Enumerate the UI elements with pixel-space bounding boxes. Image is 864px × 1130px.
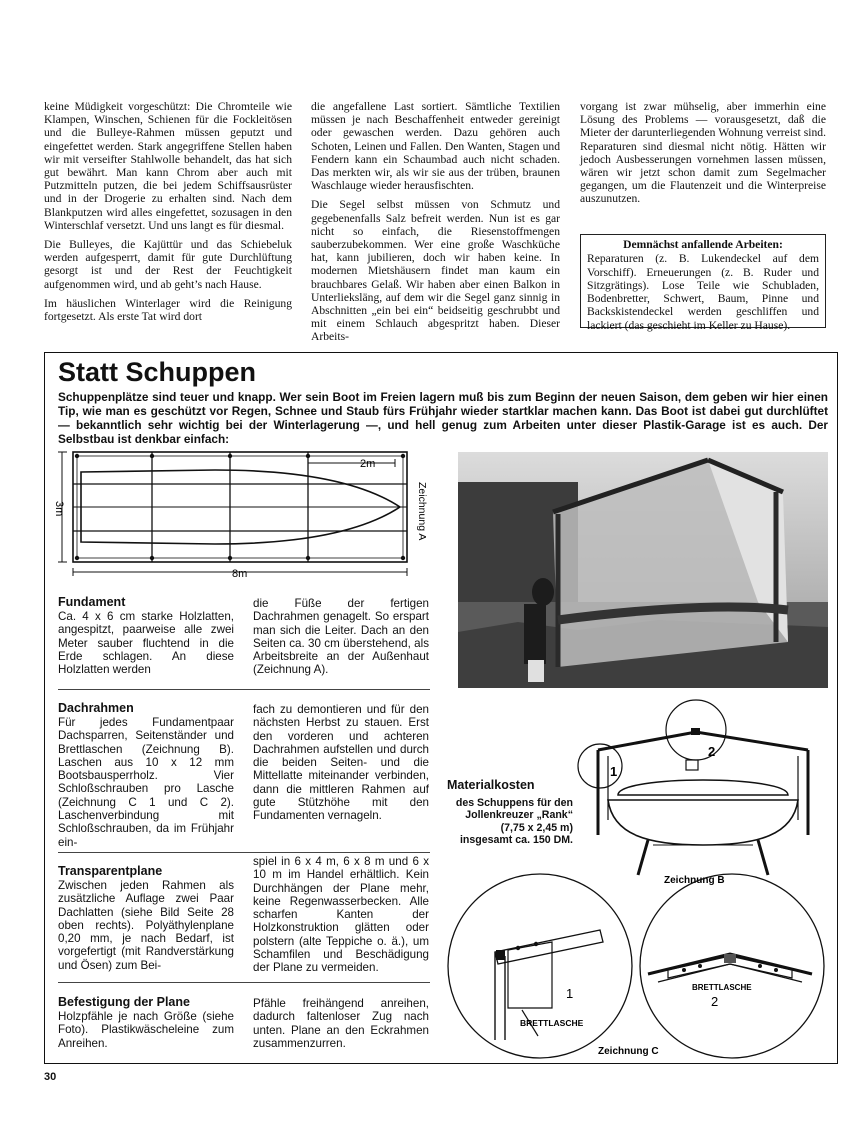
upcoming-tasks-box bbox=[580, 234, 826, 332]
section-heading-dachrahmen: Dachrahmen bbox=[58, 701, 134, 715]
section-divider bbox=[58, 852, 430, 853]
dim-spacing-label: 2m bbox=[360, 458, 376, 470]
shelter-photo-image bbox=[458, 452, 828, 688]
paragraph: Die Segel selbst müssen von Schmutz und gegebenenfalls Salz befreit werden. Nun ist es gar nicht so einfach, die Riesenstoffmengen sauberzubekommen. Wer eine große Waschküche hat, kann jubilieren, doch wir haben keine. In modernen Mietshäusern findet man kaum ein brauchbares Gelaß. Wir haben aber einen Balkon in Unterlieksläng, auf dem wir die Segel ganz sinnig in Abschnitten „ein bei ein“ beidseitig geschrubbt und mit einem Schlauch abgespritzt haben. Dieser Arbeits- bbox=[311, 198, 560, 344]
article-column-3 bbox=[580, 100, 826, 212]
section-heading-transparentplane: Transparentplane bbox=[58, 864, 163, 878]
drawing-c-part-2: BRETTLASCHE bbox=[692, 983, 752, 992]
paragraph: Im häuslichen Winterlager wird die Reinigung fortgesetzt. Als erste Tat wird dort bbox=[44, 296, 292, 324]
drawing-c bbox=[440, 890, 832, 1062]
article-column-1 bbox=[44, 100, 292, 329]
article-column-2 bbox=[311, 100, 560, 350]
section-text-fundament-left: Ca. 4 x 6 cm starke Holzlatten, angespitzt, paarweise alle zwei Meter sauber fluchtend in die Erde schlagen. An diese Holzlatten werden bbox=[58, 610, 234, 677]
page-number: 30 bbox=[44, 1071, 57, 1083]
section-heading-fundament: Fundament bbox=[58, 595, 126, 609]
dim-length-label: 8m bbox=[232, 568, 248, 580]
drawing-a bbox=[55, 444, 440, 579]
section-heading-befestigung: Befestigung der Plane bbox=[58, 995, 190, 1009]
drawing-b-label: Zeichnung B bbox=[664, 875, 725, 886]
drawing-c-mark-2: 2 bbox=[711, 994, 719, 1009]
section-text-transparentplane-left: Zwischen jeden Rahmen als zusätzliche Auflage zwei Paar Dachlatten (siehe Bild Seite 28 oben rechts). Polyäthylenplane 0,20 mm, je nach Bedarf, ist vorgefertigt (mit Randverstärkung und Ösen) zum Bei- bbox=[58, 879, 234, 972]
feature-title: Statt Schuppen bbox=[58, 357, 257, 387]
drawing-b-mark-1: 1 bbox=[610, 764, 618, 779]
drawing-b bbox=[578, 700, 830, 890]
paragraph: keine Müdigkeit vorgeschützt: Die Chromteile wie Klampen, Winschen, Schienen für die Fockleitösen und die Bulleye-Rahmen müssen geputzt und eingefettet werden. Stark angegriffene Stellen haben wir mit verseifter Stahlwolle behandelt, das hat sich gut bewährt. Man kann Chrom aber auch mit Putzmitteln putzen, die bei jedem Schiffsausrüster und in der Drogerie zu erhalten sind. Nach dem Blankputzen wird alles eingefettet, sozusagen in den Winterschlaf versetzt. Und uns langt es für diesmal. bbox=[44, 100, 292, 232]
feature-intro: Schuppenplätze sind teuer und knapp. Wer sein Boot im Freien lagern muß bis zum Beginn der neuen Saison, dem geben wir hier einen Tip, wie man es geschützt vor Regen, Schnee und Staub fürs Frühjahr wieder startklar machen kann. Das Boot ist dabei gut durchlüftet — bekanntlich sehr wichtig bei der Winterlagerung —, und hell genug zum Arbeiten unter dieser Plastik-Garage ist es auch. Der Selbstbau ist denkbar einfach: bbox=[58, 390, 828, 446]
drawing-b-mark-2: 2 bbox=[708, 744, 716, 759]
infobox-body: Reparaturen (z. B. Lukendeckel auf dem Vorschiff). Erneuerungen (z. B. Ruder und Sitzgrätings). Lose Teile wie Schubladen, Bodenbretter, Schwert, Baum, Pinne und Backskistendeckel werden geschliffen und lackiert (das geschieht im Keller zu Hause). bbox=[587, 252, 819, 332]
dim-width-label: 3m bbox=[53, 501, 65, 517]
drawing-a-label: Zeichnung A bbox=[416, 482, 428, 541]
section-divider bbox=[58, 982, 430, 983]
section-text-befestigung-right: Pfähle freihängend anreihen, dadurch faltenloser Zug nach unten. Plane an den Eckrahmen zusammenzurren. bbox=[253, 997, 429, 1050]
material-cost-text: des Schuppens für den Jollenkreuzer „Rank“ (7,75 x 2,45 m) insgesamt ca. 150 DM. bbox=[455, 797, 573, 847]
infobox-heading: Demnächst anfallende Arbeiten: bbox=[623, 238, 783, 251]
section-text-fundament-right: die Füße der fertigen Dachrahmen genagelt. So erspart man sich die Leiter. Dach an den Seiten ca. 30 cm überstehend, als Arbeitsbreite an der Außenhaut (Zeichnung A). bbox=[253, 597, 429, 677]
paragraph: vorgang ist zwar mühselig, aber immerhin eine Lösung des Problems — vorausgesetzt, daß die Mieter der darunterliegenden Wohnung verreist sind. Reparaturen sind diesmal nicht nötig. Hätten wir jedoch Ausbesserungen vornehmen lassen müssen, wären wir jetzt schon damit zum Segelmacher gegangen, um die Flautenzeit und die Winterpreise auszunutzen. bbox=[580, 100, 826, 206]
drawing-c-label: Zeichnung C bbox=[598, 1046, 659, 1057]
drawing-c-part-1: BRETTLASCHE bbox=[520, 1018, 584, 1028]
section-text-befestigung-left: Holzpfähle je nach Größe (siehe Foto). Plastikwäscheleine zum Anreihen. bbox=[58, 1010, 234, 1050]
shelter-photo bbox=[458, 452, 828, 688]
paragraph: Die Bulleyes, die Kajüttür und das Schiebeluk werden aufgesperrt, damit für gute Durchlüftung gesorgt ist und der Rest der Feuchtigkeit aufgenommen wird, und ab geht’s nach Hause. bbox=[44, 238, 292, 291]
section-text-transparentplane-right: spiel in 6 x 4 m, 6 x 8 m und 6 x 10 m im Handel erhältlich. Kein Durchhängen der Plane mehr, keine Regenwasserbecken. Alle scharfen Kanten der Holzkonstruktion glätten oder polstern (alte Teppiche o. ä.), um Schamfilen und Beschädigung der Plane zu vermeiden. bbox=[253, 855, 429, 975]
paragraph: die angefallene Last sortiert. Sämtliche Textilien müssen je nach Beschaffenheit entweder gereinigt oder gewaschen werden. Dazu gehören auch Schoten, Leinen und Fallen. Den Wanten, Stagen und Fendern kann ein Schaumbad auch nicht schaden. Das merkten wir, als wir sie aus der trüben, braunen Waschlauge wieder herausfischten. bbox=[311, 100, 560, 193]
material-cost-heading: Materialkosten bbox=[447, 778, 535, 792]
section-divider bbox=[58, 689, 430, 690]
drawing-c-mark-1: 1 bbox=[566, 986, 574, 1001]
section-text-dachrahmen-right: fach zu demontieren und für den nächsten Herbst zu stauen. Erst den vorderen und achteren Dachrahmen aufstellen und durch die beiden Seiten- und die Mittellatte miteinander verbinden, dann die mittleren Rahmen auf gute Stützhöhe mit den Fundamenten vernageln. bbox=[253, 703, 429, 823]
section-text-dachrahmen-left: Für jedes Fundamentpaar Dachsparren, Seitenständer und Brettlaschen (Zeichnung B). Laschen aus 10 x 12 mm Bootsbausperrholz. Vier Schloßschrauben pro Lasche (Zeichnung C 1 und C 2). Laschenverbindung mit Schloßschrauben, da im Frühjahr ein- bbox=[58, 716, 234, 849]
